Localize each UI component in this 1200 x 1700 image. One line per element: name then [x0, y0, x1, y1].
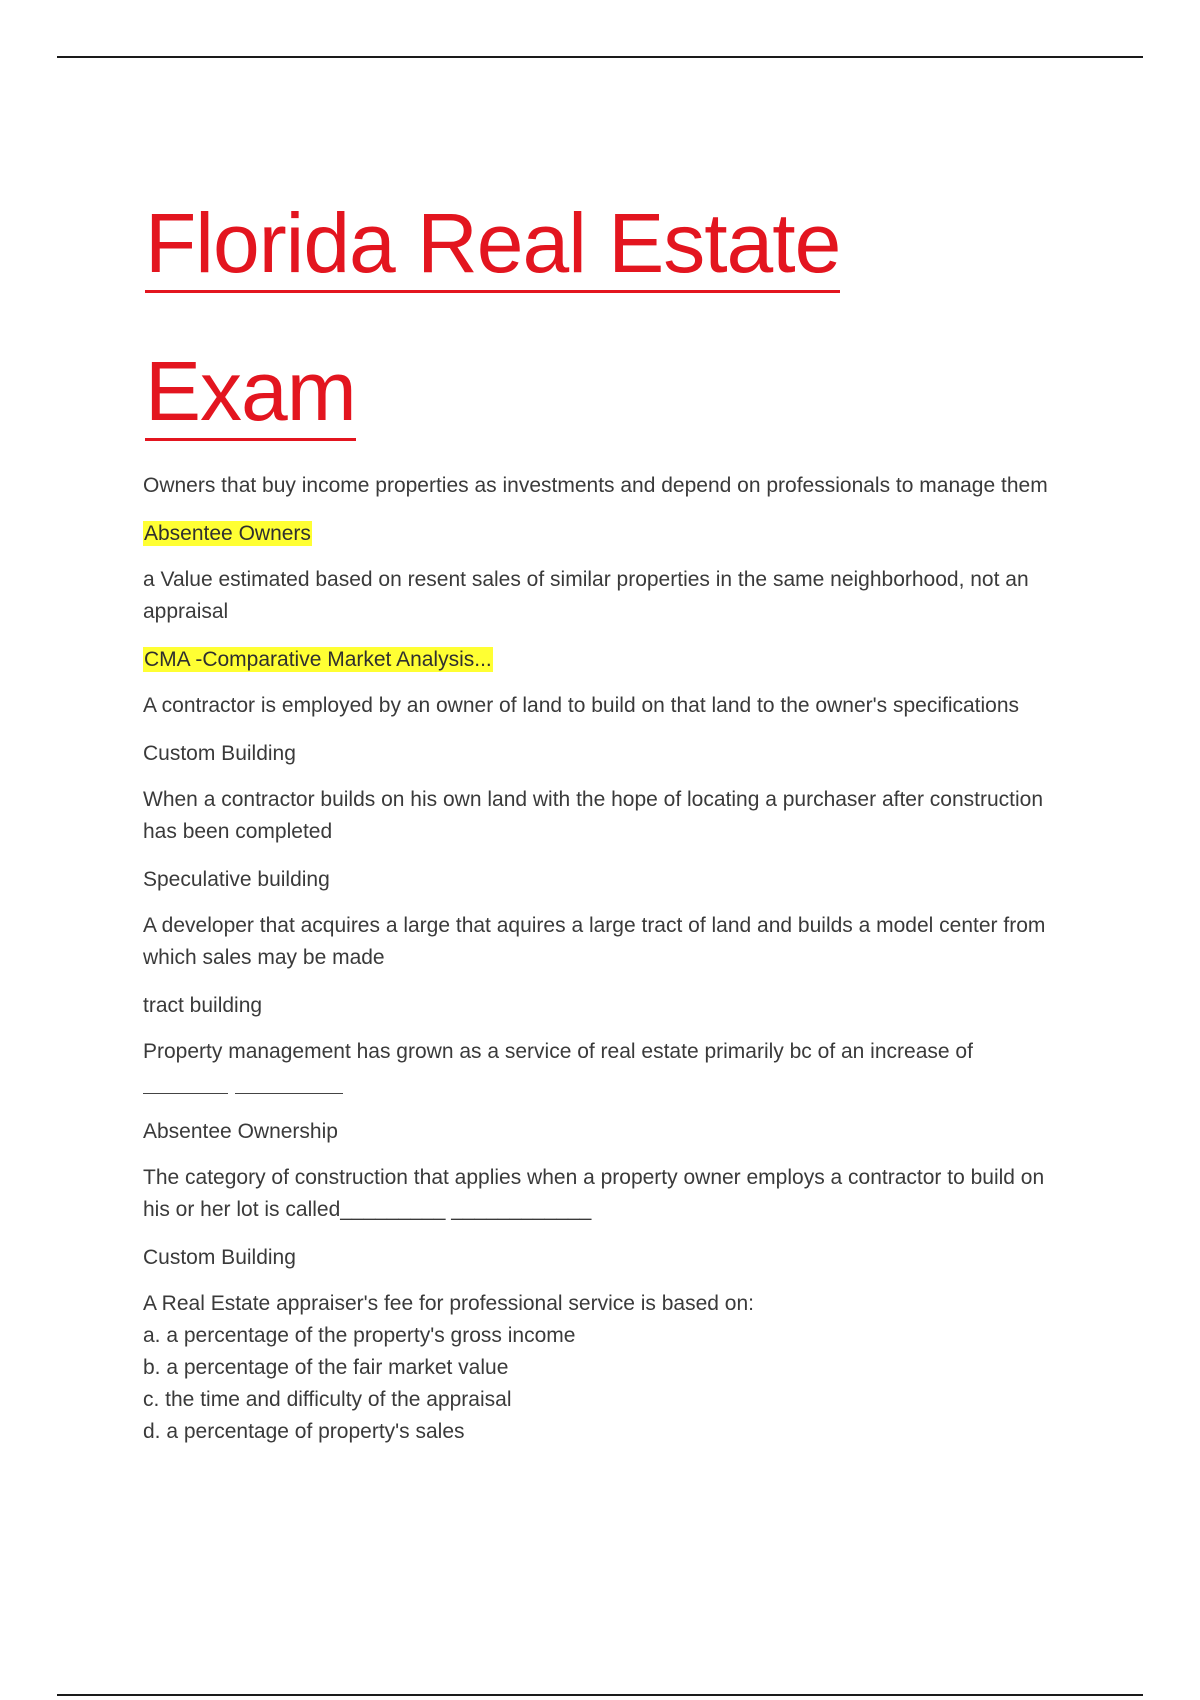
answer-text: [143, 518, 1063, 550]
answer-text: Custom Building: [143, 742, 296, 765]
question-text: A contractor is employed by an owner of land to build on that land to the owner's specifications: [143, 694, 1020, 717]
fill-in-blank: [143, 1068, 1063, 1100]
option-b: b. a percentage of the fair market value: [143, 1356, 509, 1379]
option-a: a. a percentage of the property's gross income: [143, 1324, 576, 1347]
answer-text: Absentee Ownership: [143, 1120, 338, 1143]
page-title: [145, 178, 1045, 474]
answer-text: [143, 644, 1063, 676]
question-text: A developer that acquires a large that aquires a large tract of land and builds a model center from which sales may be made: [143, 914, 1046, 969]
question-text: Owners that buy income properties as investments and depend on professionals to manage them: [143, 474, 1048, 497]
highlighted-answer: CMA -Comparative Market Analysis...: [144, 648, 492, 671]
question-text: Property management has grown as a service of real estate primarily bc of an increase of: [143, 1040, 973, 1063]
question-text: When a contractor builds on his own land with the hope of locating a purchaser after construction has been completed: [143, 788, 1044, 843]
answer-text: Speculative building: [143, 868, 330, 891]
top-rule: [57, 56, 1143, 58]
blank-line-1: [143, 1093, 228, 1094]
page-title-line-2: Exam: [145, 344, 356, 441]
option-d: d. a percentage of property's sales: [143, 1420, 465, 1443]
answer-text: Custom Building: [143, 1246, 296, 1269]
highlighted-answer: Absentee Owners: [144, 522, 311, 545]
multiple-choice-question: [143, 1288, 1063, 1448]
question-text: a Value estimated based on resent sales of similar properties in the same neighborhood, not an appraisal: [143, 568, 1029, 623]
page-title-line-1: Florida Real Estate: [145, 196, 840, 293]
question-block: [143, 1036, 1063, 1100]
question-text: The category of construction that applies when a property owner employs a contractor to build on his or her lot is called_________ ____________: [143, 1166, 1045, 1221]
blank-line-2: [235, 1093, 343, 1094]
bottom-rule: [57, 1694, 1143, 1696]
question-text: A Real Estate appraiser's fee for professional service is based on:: [143, 1292, 754, 1315]
flashcard-list: [143, 470, 1063, 1464]
answer-text: tract building: [143, 994, 263, 1017]
option-c: c. the time and difficulty of the appraisal: [143, 1388, 512, 1411]
